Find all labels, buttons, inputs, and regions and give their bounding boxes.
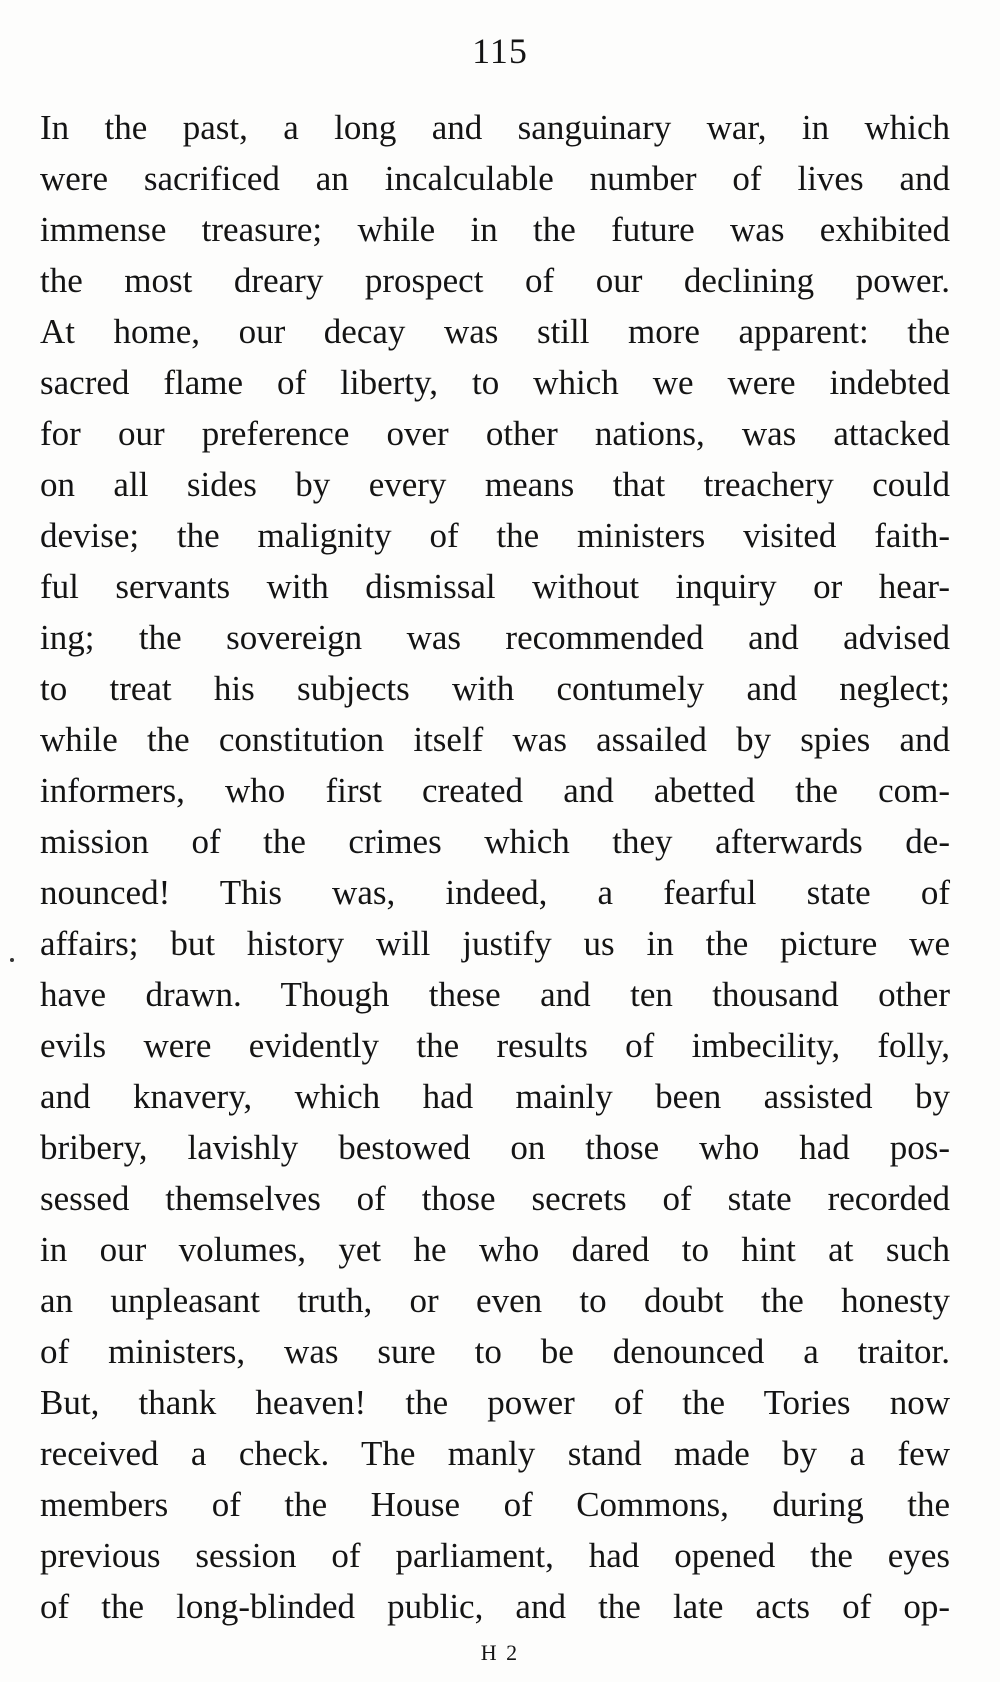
text-line: devise; the malignity of the ministers visited faith-	[40, 516, 950, 555]
text-line: and knavery, which had mainly been assisted by	[40, 1077, 950, 1116]
text-line: in our volumes, yet he who dared to hint at such	[40, 1230, 950, 1269]
text-line: for our preference over other nations, was attacked	[40, 414, 950, 453]
text-line: sessed themselves of those secrets of state recorded	[40, 1179, 950, 1218]
text-line: mission of the crimes which they afterwards de-	[40, 822, 950, 861]
signature-mark: H 2	[480, 1640, 520, 1665]
text-line: to treat his subjects with contumely and neglect;	[40, 669, 950, 708]
text-line: previous session of parliament, had opened the eyes	[40, 1536, 950, 1575]
text-line: on all sides by every means that treachery could	[40, 465, 950, 504]
text-line: ing; the sovereign was recommended and advised	[40, 618, 950, 657]
text-line: bribery, lavishly bestowed on those who had pos-	[40, 1128, 950, 1167]
text-line: an unpleasant truth, or even to doubt the honesty	[40, 1281, 950, 1320]
text-line: nounced! This was, indeed, a fearful state of	[40, 873, 950, 912]
text-line: received a check. The manly stand made by a few	[40, 1434, 950, 1473]
text-line: were sacrificed an incalculable number of lives and	[40, 159, 950, 198]
text-line: ful servants with dismissal without inquiry or hear-	[40, 567, 950, 606]
text-line: immense treasure; while in the future was exhibited	[40, 210, 950, 249]
text-line: informers, who first created and abetted the com-	[40, 771, 950, 810]
text-line: the most dreary prospect of our declining power.	[40, 261, 950, 300]
text-line: while the constitution itself was assailed by spies and	[40, 720, 950, 759]
text-line: affairs; but history will justify us in the picture we	[40, 924, 950, 963]
page-number: 115	[472, 31, 528, 71]
text-line: of the long-blinded public, and the late acts of op-	[40, 1587, 950, 1626]
body-paragraph	[40, 102, 950, 1632]
text-line: members of the House of Commons, during the	[40, 1485, 950, 1524]
text-line: But, thank heaven! the power of the Tories now	[40, 1383, 950, 1422]
ink-speck	[10, 958, 14, 962]
text-line: At home, our decay was still more apparent: the	[40, 312, 950, 351]
text-line: evils were evidently the results of imbecility, folly,	[40, 1026, 950, 1065]
text-line: sacred flame of liberty, to which we were indebted	[40, 363, 950, 402]
text-line: of ministers, was sure to be denounced a traitor.	[40, 1332, 950, 1371]
text-line: In the past, a long and sanguinary war, in which	[40, 108, 950, 147]
text-line: have drawn. Though these and ten thousand other	[40, 975, 950, 1014]
